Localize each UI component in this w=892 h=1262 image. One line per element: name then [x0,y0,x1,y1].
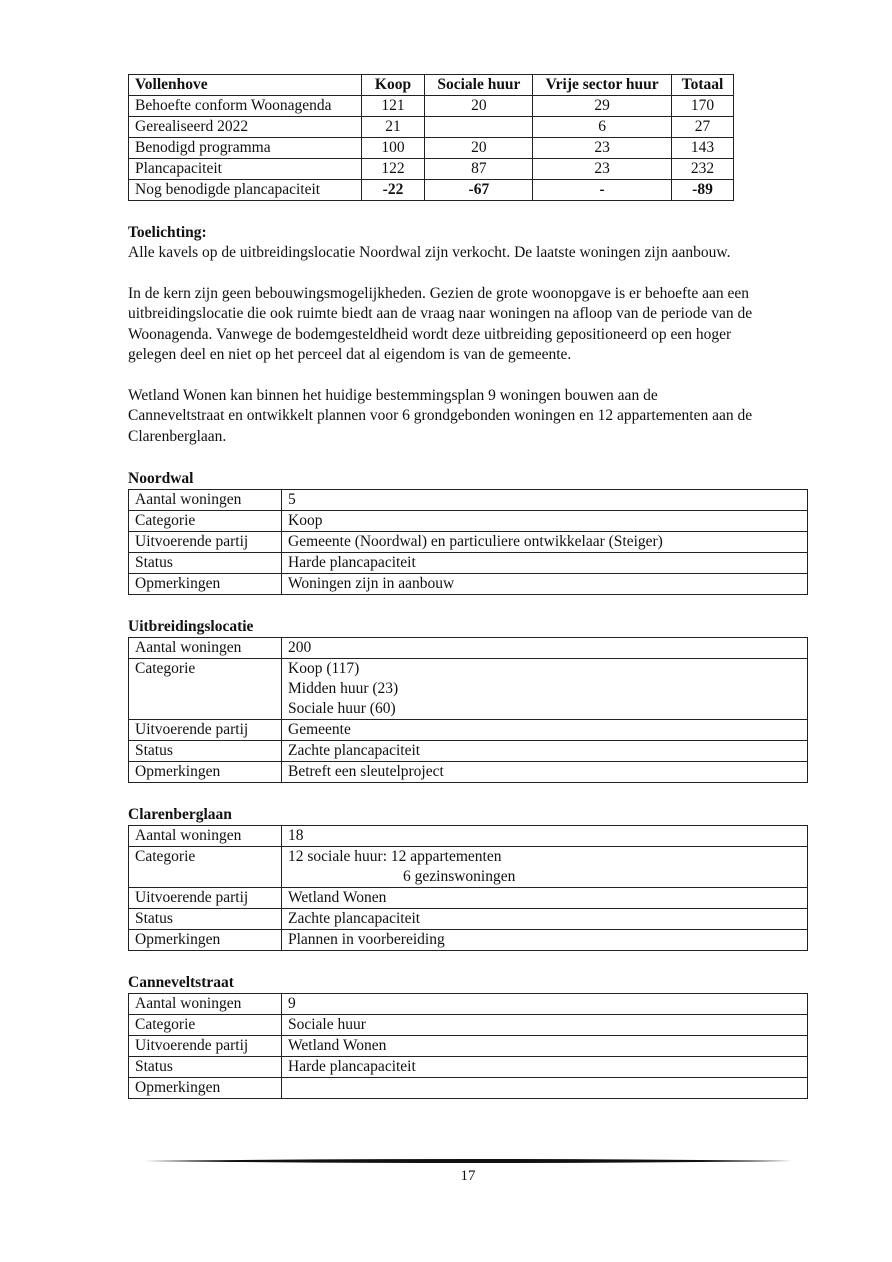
label-categorie: Categorie [129,659,282,720]
value-status: Zachte plancapaciteit [282,741,808,762]
row-label: Nog benodigde plancapaciteit [129,180,362,201]
clarenberg-section [128,805,808,951]
value-categorie: Sociale huur [282,1015,808,1036]
cell-totaal: 232 [671,159,733,180]
label-aantal: Aantal woningen [129,638,282,659]
cell-totaal: 27 [671,117,733,138]
summary-header-place: Vollenhove [129,75,362,96]
value-opmerkingen [282,1078,808,1099]
noordwal-title: Noordwal [128,470,194,487]
label-opmerkingen: Opmerkingen [129,574,282,595]
cell-totaal: 170 [671,96,733,117]
cell-totaal: 143 [671,138,733,159]
table-row [129,909,808,930]
cell-sociale-huur [425,117,533,138]
cell-sociale-huur: 87 [425,159,533,180]
paragraph-line: In de kern zijn geen bebouwingsmogelijkheden. Gezien de grote woonopgave is er behoefte aan een [128,284,750,302]
uitbreiding-title: Uitbreidingslocatie [128,618,254,635]
table-row [129,1078,808,1099]
value-opmerkingen: Woningen zijn in aanbouw [282,574,808,595]
cell-sociale-huur: 20 [425,96,533,117]
table-row [129,847,808,888]
categorie-line: Midden huur (23) [288,680,399,697]
paragraph-line: Clarenberglaan. [128,427,227,445]
toelichting-paragraph-2 [128,284,808,366]
clarenberg-title: Clarenberglaan [128,806,232,823]
row-label: Gerealiseerd 2022 [129,117,362,138]
label-aantal: Aantal woningen [129,826,282,847]
paragraph-line: gelegen deel en niet op het perceel dat al eigendom is van de gemeente. [128,346,572,363]
cell-vrije-sector: 6 [533,117,672,138]
cell-koop: 121 [361,96,425,117]
cell-sociale-huur: 20 [425,138,533,159]
toelichting-paragraph-3 [128,386,808,448]
document-page [128,74,808,1099]
label-opmerkingen: Opmerkingen [129,762,282,783]
table-row [129,994,808,1015]
label-partij: Uitvoerende partij [129,1036,282,1057]
value-partij: Wetland Wonen [282,1036,808,1057]
table-row [129,741,808,762]
label-partij: Uitvoerende partij [129,720,282,741]
table-row [129,826,808,847]
table-row [129,659,808,720]
label-status: Status [129,909,282,930]
table-row [129,511,808,532]
value-status: Harde plancapaciteit [282,553,808,574]
toelichting-section [128,223,808,447]
cannevelt-section [128,973,808,1099]
label-partij: Uitvoerende partij [129,888,282,909]
cannevelt-table [128,993,808,1099]
categorie-line: 6 gezinswoningen [403,868,516,885]
label-status: Status [129,741,282,762]
summary-header-sociale-huur: Sociale huur [425,75,533,96]
label-categorie: Categorie [129,1015,282,1036]
categorie-line: 12 sociale huur: 12 appartementen [288,848,502,865]
footer-divider [144,1158,792,1164]
toelichting-heading: Toelichting: [128,224,207,241]
value-categorie [282,659,808,720]
summary-header-totaal: Totaal [671,75,733,96]
value-opmerkingen: Plannen in voorbereiding [282,930,808,951]
value-aantal: 200 [282,638,808,659]
clarenberg-table [128,825,808,951]
categorie-line: Koop (117) [288,660,360,677]
page-number: 17 [460,1168,476,1184]
cell-koop: 122 [361,159,425,180]
row-label: Plancapaciteit [129,159,362,180]
label-aantal: Aantal woningen [129,490,282,511]
noordwal-section [128,469,808,595]
value-aantal: 9 [282,994,808,1015]
uitbreiding-table [128,637,808,783]
table-row [129,720,808,741]
table-row [129,574,808,595]
table-row [129,638,808,659]
cell-koop: -22 [361,180,425,201]
label-status: Status [129,1057,282,1078]
table-row [129,1057,808,1078]
value-status: Harde plancapaciteit [282,1057,808,1078]
table-row [129,553,808,574]
cell-vrije-sector: 29 [533,96,672,117]
noordwal-table [128,489,808,595]
table-row [129,490,808,511]
uitbreiding-section [128,617,808,783]
table-row [129,180,734,201]
value-aantal: 18 [282,826,808,847]
label-aantal: Aantal woningen [129,994,282,1015]
paragraph-line: Woonagenda. Vanwege de bodemgesteldheid wordt deze uitbreiding gepositioneerd op een hoger [128,325,732,343]
value-categorie: Koop [282,511,808,532]
row-label: Behoefte conform Woonagenda [129,96,362,117]
table-row [129,888,808,909]
table-row [129,930,808,951]
value-aantal: 5 [282,490,808,511]
cannevelt-title: Canneveltstraat [128,974,234,991]
summary-header-koop: Koop [361,75,425,96]
table-row [129,532,808,553]
cell-totaal: -89 [671,180,733,201]
cell-vrije-sector: - [533,180,672,201]
label-status: Status [129,553,282,574]
value-partij: Gemeente (Noordwal) en particuliere ontwikkelaar (Steiger) [282,532,808,553]
paragraph-line: Wetland Wonen kan binnen het huidige bestemmingsplan 9 woningen bouwen aan de [128,386,658,404]
value-partij: Wetland Wonen [282,888,808,909]
table-row [129,1036,808,1057]
summary-header-vrije-sector: Vrije sector huur [533,75,672,96]
label-partij: Uitvoerende partij [129,532,282,553]
cell-koop: 21 [361,117,425,138]
value-opmerkingen: Betreft een sleutelproject [282,762,808,783]
toelichting-paragraph-1: Alle kavels op de uitbreidingslocatie Noordwal zijn verkocht. De laatste woningen zijn aanbouw. [128,244,731,261]
table-row [129,96,734,117]
table-row [129,138,734,159]
table-row [129,762,808,783]
summary-header-row [129,75,734,96]
value-categorie [282,847,808,888]
cell-sociale-huur: -67 [425,180,533,201]
label-categorie: Categorie [129,511,282,532]
value-status: Zachte plancapaciteit [282,909,808,930]
cell-koop: 100 [361,138,425,159]
label-categorie: Categorie [129,847,282,888]
cell-vrije-sector: 23 [533,159,672,180]
label-opmerkingen: Opmerkingen [129,930,282,951]
table-row [129,159,734,180]
paragraph-line: uitbreidingslocatie die ook ruimte biedt aan de vraag naar woningen na afloop van de periode van de [128,305,753,322]
table-row [129,117,734,138]
table-row [129,1015,808,1036]
categorie-line: Sociale huur (60) [288,700,396,717]
summary-table [128,74,734,201]
cell-vrije-sector: 23 [533,138,672,159]
paragraph-line: Canneveltstraat en ontwikkelt plannen voor 6 grondgebonden woningen en 12 appartementen aan de [128,407,753,424]
label-opmerkingen: Opmerkingen [129,1078,282,1099]
value-partij: Gemeente [282,720,808,741]
row-label: Benodigd programma [129,138,362,159]
